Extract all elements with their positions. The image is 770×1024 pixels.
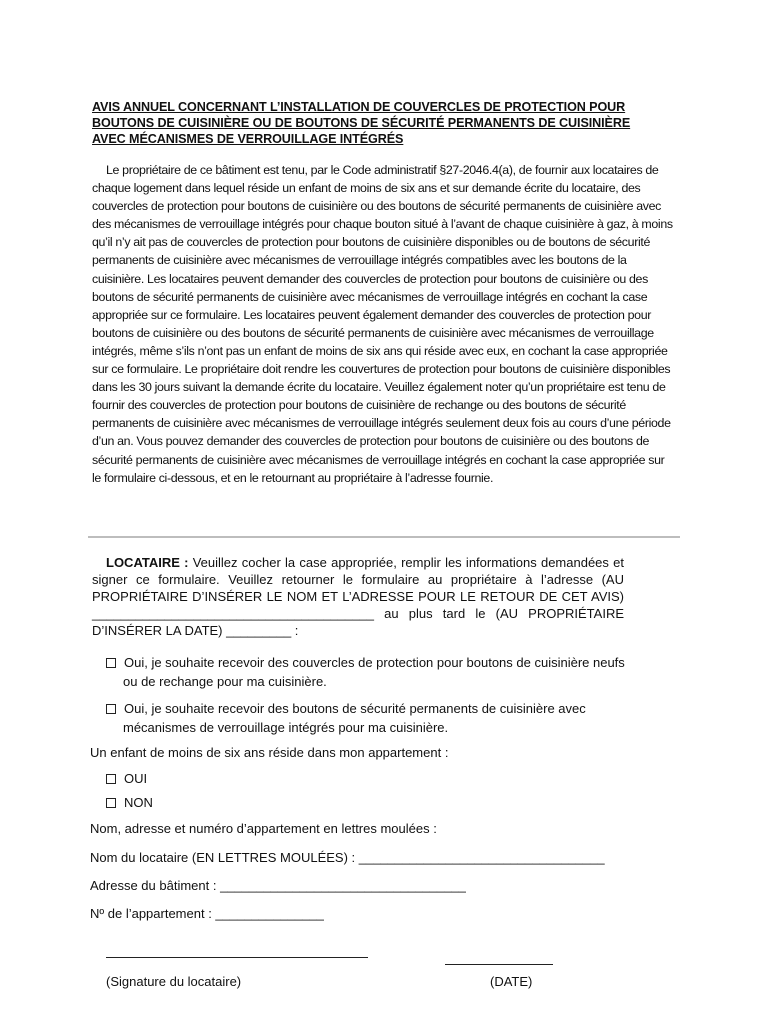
checkbox-stove-covers[interactable] — [106, 658, 116, 668]
tenant-instructions — [92, 554, 624, 639]
checkbox-safety-knobs[interactable] — [106, 704, 116, 714]
child-yes-option — [106, 770, 147, 788]
date-line[interactable] — [445, 964, 553, 965]
section-divider — [88, 536, 680, 538]
option-stove-covers-line2: ou de rechange pour ma cuisinière. — [123, 674, 327, 689]
option-safety-knobs-line2: mécanismes de verrouillage intégrés pour ma cuisinière. — [123, 720, 449, 735]
option-safety-knobs — [106, 699, 646, 737]
print-prompt: Nom, adresse et numéro d’appartement en lettres moulées : — [90, 821, 437, 836]
option-safety-knobs-line1: Oui, je souhaite recevoir des boutons de sécurité permanents de cuisinière avec — [124, 701, 586, 716]
building-address-field[interactable]: Adresse du bâtiment : __________________________________ — [90, 878, 466, 893]
intro-paragraph: Le propriétaire de ce bâtiment est tenu, par le Code administratif §27-2046.4(a), de fournir aux locataires de chaque logement dans lequel réside un enfant de moins de six ans et sur demande écrite du locataire, des couvercles de protection pour boutons de cuisinière ou des boutons de sécurité permanents de cuisinière avec des mécanismes de verrouillage intégrés pour chaque bouton situé à l’avant de chaque cuisinière à gaz, à moins qu’il n’y ait pas de couvercles de protection pour boutons de cuisinière disponibles ou de boutons de sécurité permanents de cuisinière avec mécanismes de verrouillage intégrés compatibles avec les boutons de la cuisinière. Les locataires peuvent demander des couvercles de protection pour boutons de cuisinière ou des boutons de sécurité permanents de cuisinière avec mécanismes de verrouillage intégrés en cochant la case appropriée sur ce formulaire. Les locataires peuvent également demander des couvercles de protection pour boutons de cuisinière ou des boutons de sécurité permanents de cuisinière avec mécanismes de verrouillage intégrés, même s’ils n’ont pas un enfant de moins de six ans qui réside avec eux, en cochant la case appropriée sur ce formulaire. Le propriétaire doit rendre les couvertures de protection pour boutons de cuisinière disponibles dans les 30 jours suivant la demande écrite du locataire. Veuillez également noter qu’un propriétaire est tenu de fournir des couvercles de protection pour boutons de cuisinière de rechange ou des boutons de sécurité permanents de cuisinière avec mécanismes de verrouillage intégrés seulement deux fois au cours d’une période d’un an. Vous pouvez demander des couvercles de protection pour boutons de cuisinière ou des boutons de sécurité permanents de cuisinière avec mécanismes de verrouillage intégrés en cochant la case appropriée sur le formulaire ci-dessous, et en le retournant au propriétaire à l’adresse fournie. — [92, 163, 673, 485]
child-question: Un enfant de moins de six ans réside dans mon appartement : — [90, 745, 449, 760]
child-no-label: NON — [124, 795, 153, 810]
option-stove-covers — [106, 653, 646, 691]
child-yes-label: OUI — [124, 771, 148, 786]
tenant-instructions-text: Veuillez cocher la case appropriée, remplir les informations demandées et signer ce formulaire. Veuillez retourner le formulaire au propriétaire à l’adresse (AU PROPRIÉTAIRE D’INSÉRER LE NOM ET L’ADRESSE POUR LE RETOUR DE CET AVIS) _______________________________________ au plus tard le (AU PROPRIÉTAIRE D’INSÉRER LA DATE) _________ : — [92, 555, 624, 638]
date-label: (DATE) — [490, 974, 533, 989]
option-stove-covers-line1: Oui, je souhaite recevoir des couvercles de protection pour boutons de cuisinière neufs — [124, 655, 625, 670]
document-title: AVIS ANNUEL CONCERNANT L’INSTALLATION DE COUVERCLES DE PROTECTION POUR BOUTONS DE CUISINIÈRE OU DE BOUTONS DE SÉCURITÉ PERMANENTS DE CUISINIÈRE AVEC MÉCANISMES DE VERROUILLAGE INTÉGRÉS — [92, 100, 631, 146]
signature-line[interactable] — [106, 957, 368, 958]
apartment-number-field[interactable]: Nº de l’appartement : _______________ — [90, 906, 324, 921]
tenant-name-field[interactable]: Nom du locataire (EN LETTRES MOULÉES) : __________________________________ — [90, 850, 605, 865]
child-no-option — [106, 794, 153, 812]
tenant-label: LOCATAIRE : — [106, 555, 189, 570]
signature-label: (Signature du locataire) — [106, 974, 242, 989]
checkbox-child-yes[interactable] — [106, 774, 116, 784]
checkbox-child-no[interactable] — [106, 798, 116, 808]
